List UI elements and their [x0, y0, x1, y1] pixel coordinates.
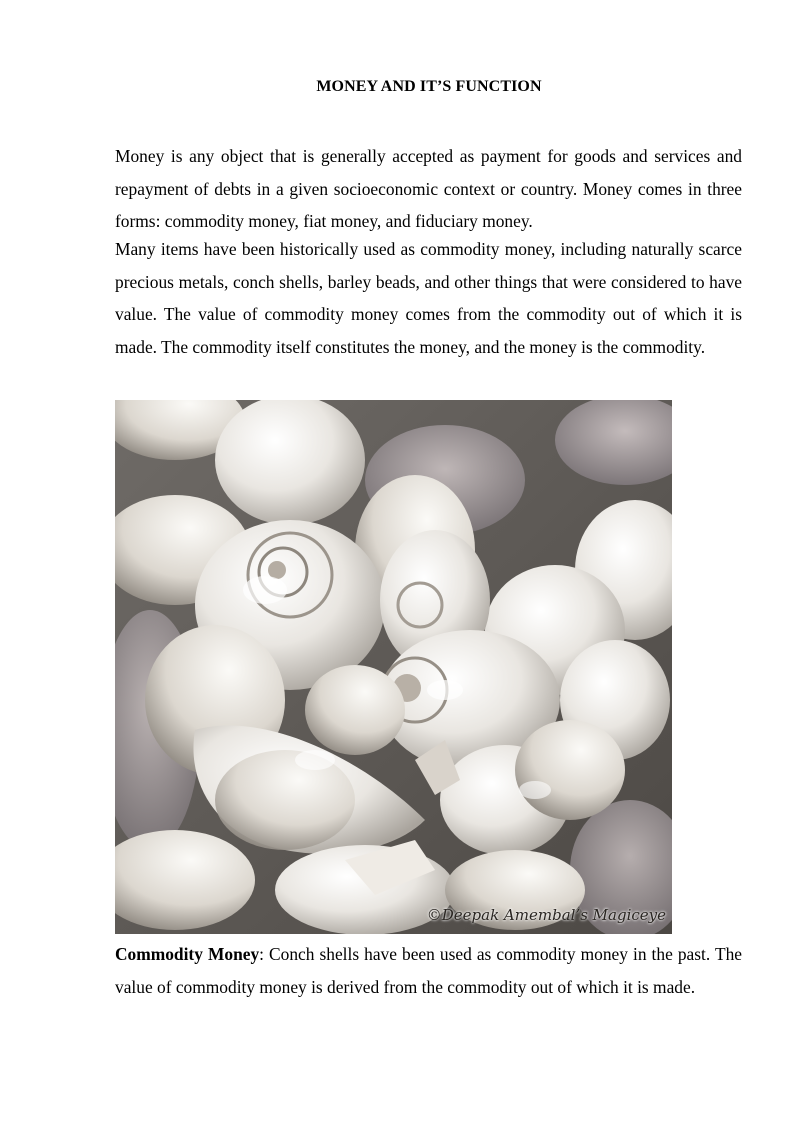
- conch-shells-illustration: [115, 400, 672, 934]
- figure-caption: [115, 938, 742, 1003]
- paragraph-commodity-money: Many items have been historically used as commodity money, including naturally scarce precious metals, conch shells, barley beads, and other things that were considered to have value. The value of commodity money comes from the commodity out of which it is made. The commodity itself constitutes the money, and the money is the commodity.: [115, 239, 742, 357]
- paragraph-money-definition: Money is any object that is generally accepted as payment for goods and services and repayment of debts in a given socioeconomic context or country. Money comes in three forms: commodity money, fiat money, and fiduciary money.: [115, 146, 742, 231]
- photo-watermark: ©Deepak Amembal’s Magiceye: [426, 906, 666, 924]
- caption-term: Commodity Money: [115, 944, 260, 964]
- page-title: MONEY AND IT’S FUNCTION: [316, 78, 542, 95]
- caption-text: : Conch shells have been used as commodity money in the past. The value of commodity money is derived from the commodity out of which it is made.: [115, 944, 742, 997]
- conch-shells-photo: [115, 400, 672, 934]
